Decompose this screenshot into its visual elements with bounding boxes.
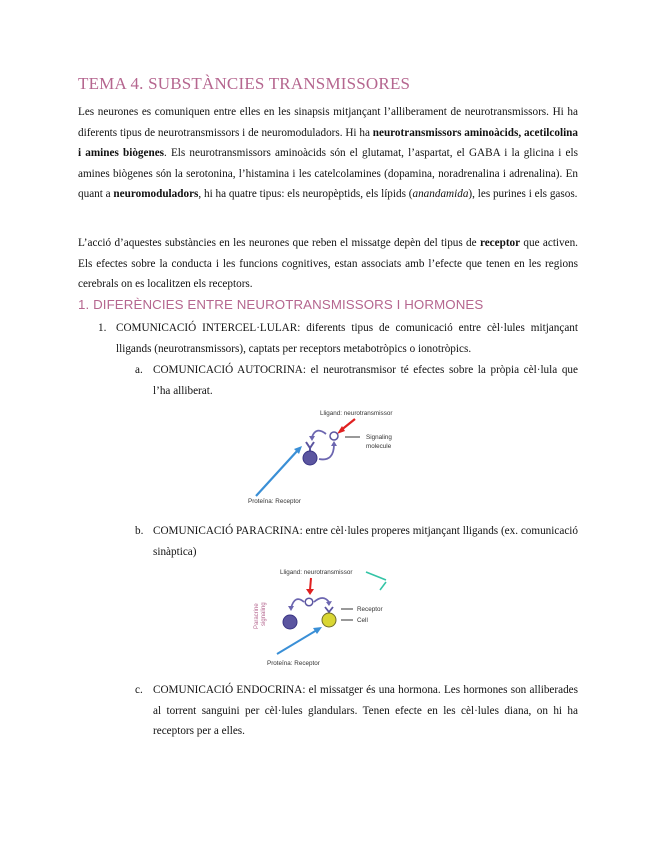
red-arrow-shaft — [310, 578, 311, 590]
receptor-paragraph — [78, 233, 578, 295]
section-heading-1: 1. DIFERÈNCIES ENTRE NEUROTRANSMISSORS I HORMONES — [78, 297, 484, 312]
intro-paragraph — [78, 102, 578, 205]
fig2-side-label-1: Paracrine — [254, 603, 260, 629]
intro-text-4: ), les purines i els gasos. — [468, 188, 578, 201]
fig1-ligand-label: Lligand: neurotransmissor — [320, 410, 393, 417]
intro-italic-1: anandamida — [412, 188, 469, 201]
sublist-letter-a: a. — [135, 364, 143, 376]
sublist-letter-b: b. — [135, 525, 144, 537]
intro-bold-2: neuromoduladors — [113, 188, 199, 201]
intro-text-1: Les neurones es comuniquen entre elles en les sinapsis mitjançant l’alliberament de neurotransmissors. Hi ha diferents tipus de neurotransmissors i de neuromoduladors. Hi ha — [78, 106, 578, 139]
receptor-icon — [306, 442, 314, 448]
fig2-ligand-label: Lligand: neurotransmissor — [280, 569, 353, 576]
autocrine-diagram — [242, 404, 412, 508]
receptor-text-2: que activen. Els efectes sobre la conducta i les funcions cognitives, estan associats amb l’efecte que tenen en les regions cerebrals on es localitzen els receptors. — [78, 237, 578, 291]
red-arrow-head — [306, 589, 314, 595]
signaling-molecule-icon — [305, 598, 313, 606]
fig2-receptor-label: Receptor — [357, 606, 383, 613]
fig2-bottom-label: Proteïna: Receptor — [267, 660, 320, 667]
teal-marks — [364, 568, 394, 598]
page-title: TEMA 4. SUBSTÀNCIES TRANSMISSORES — [78, 74, 411, 93]
cell-icon — [303, 451, 317, 465]
list-item-text: COMUNICACIÓ INTERCEL·LULAR: diferents tipus de comunicació entre cèl·lules mitjançant lligands (neurotransmissors), captats per receptors metabotròpics o ionotròpics. — [116, 322, 578, 355]
fig2-side-label-2: signaling — [261, 602, 267, 626]
fig1-signal-label-2: molecule — [366, 443, 392, 450]
list-number: 1. — [98, 322, 107, 334]
receptor-text-1: L’acció d’aquestes substàncies en les neurones que reben el missatge depèn del tipus de — [78, 237, 480, 249]
receptor-bold: receptor — [479, 237, 521, 249]
source-cell-icon — [283, 615, 297, 629]
fig2-cell-label: Cell — [357, 617, 368, 624]
loop-arrow-bottom — [319, 444, 334, 459]
intro-text-2: . Els neurotransmissors aminoàcids són el glutamat, l’aspartat, el GABA i la glicina i els amines biògenes són la serotonina, l’histamina i les catelcolamines (dopamina, noradrenalina i adrenalina). En quant a — [78, 147, 578, 201]
arrow-to-right-cell — [314, 598, 329, 602]
blue-arrow-shaft — [256, 450, 298, 496]
sublist-letter-c: c. — [135, 684, 143, 696]
intro-bold-1: neurotransmissors aminoàcids, acetilcolina i amines biògenes — [78, 126, 578, 160]
receptor-icon — [325, 607, 333, 612]
blue-arrow-shaft — [277, 630, 317, 654]
fig1-signal-label-1: Signaling — [366, 434, 392, 441]
target-cell-icon — [322, 613, 336, 627]
sublist-text-b: COMUNICACIÓ PARACRINA: entre cèl·lules properes mitjançant lligands (ex. comunicació sinàptica) — [153, 525, 578, 558]
intro-text-3: , hi ha quatre tipus: els neuropèptids, els lípids ( — [198, 188, 413, 201]
signaling-molecule-icon — [330, 432, 338, 440]
sublist-text-c: COMUNICACIÓ ENDOCRINA: el missatger és una hormona. Les hormones son alliberades al torrent sanguini per cèl·lules glandulars. Tenen efecte en les cèl·lules diana, on hi ha receptors per a elles. — [153, 684, 578, 738]
sublist-text-a: COMUNICACIÓ AUTOCRINA: el neurotransmisor té efectes sobre la pròpia cèl·lula que l’ha alliberat. — [153, 364, 578, 397]
fig1-receptor-label: Proteïna: Receptor — [248, 498, 301, 505]
